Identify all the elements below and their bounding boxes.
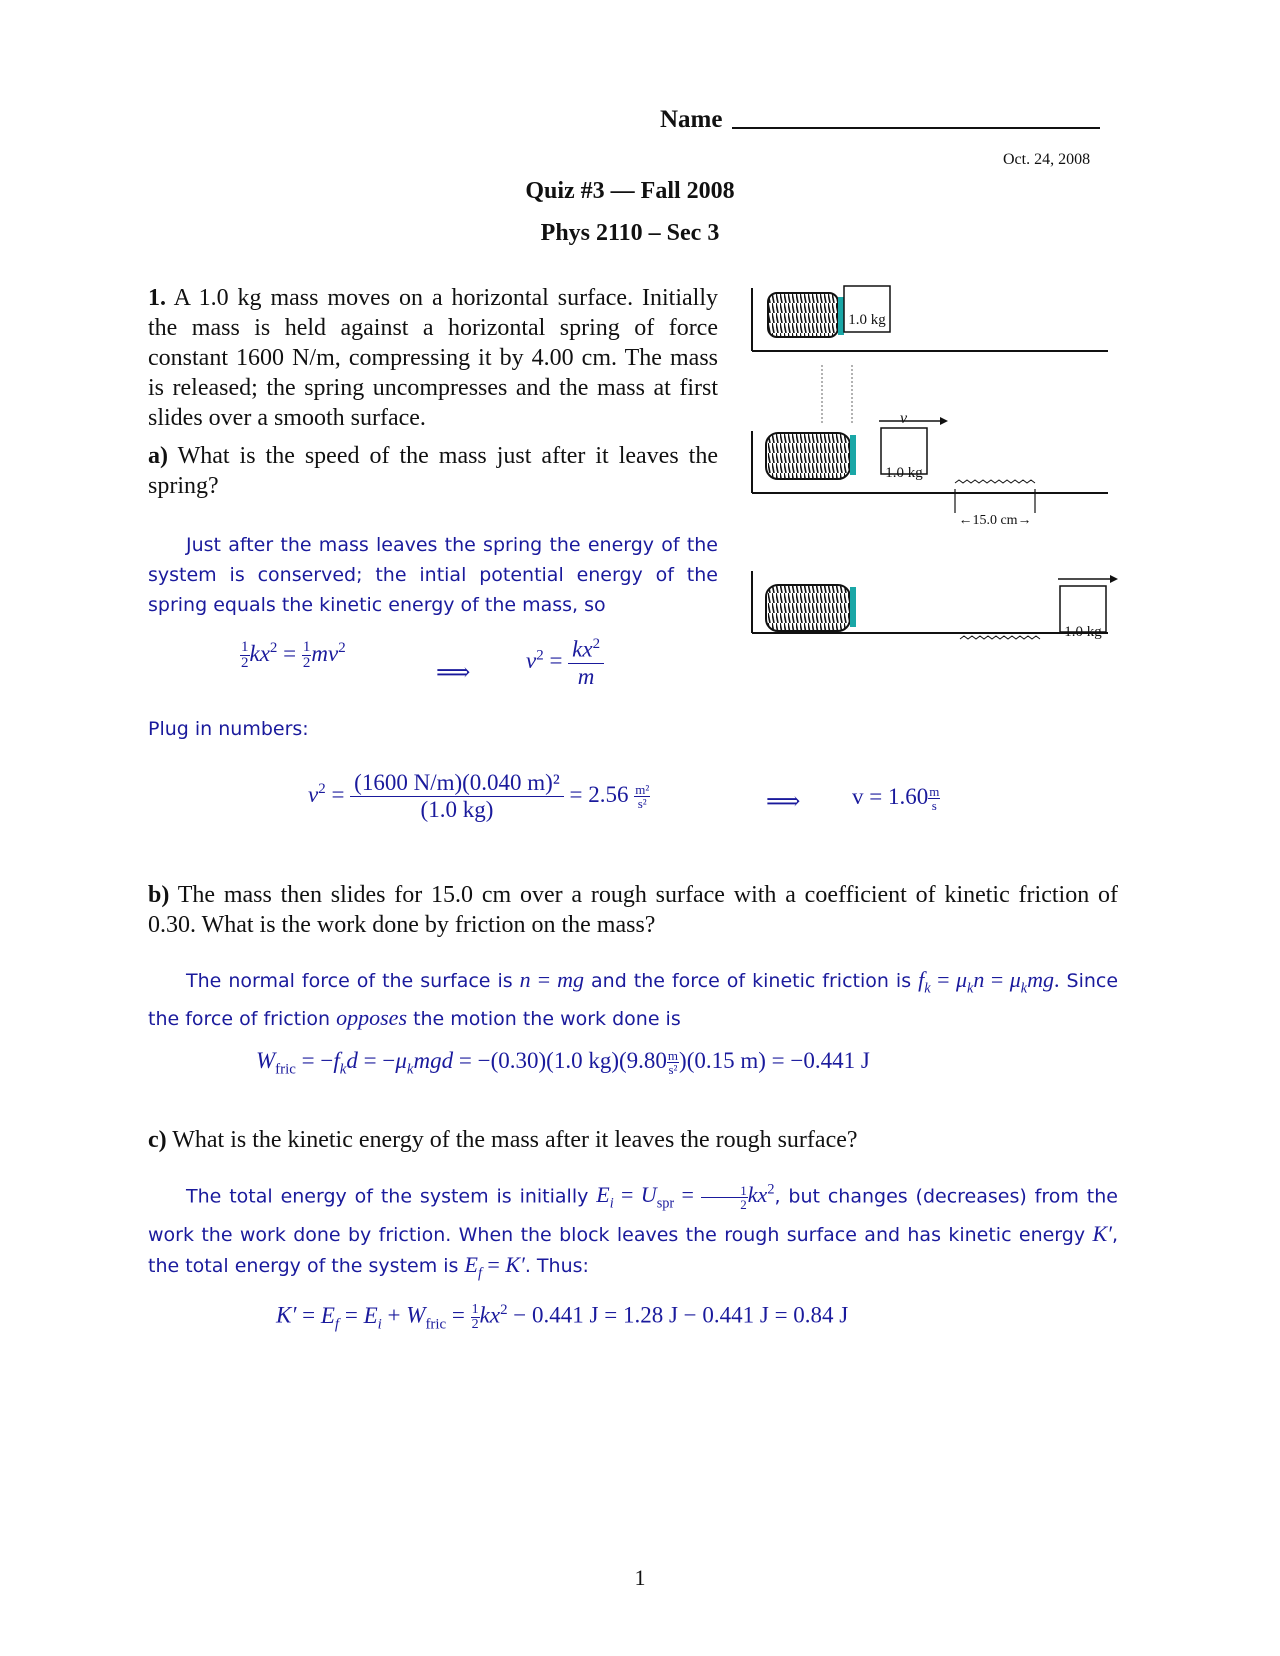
question-c-label: c) (148, 1127, 167, 1153)
problem-statement (148, 283, 718, 433)
question-b-text: The mass then slides for 15.0 cm over a rough surface with a coefficient of kinetic friction of 0.30. What is the work done by friction on the mass? (148, 882, 1118, 938)
speed-result: v = 1.60 $\frac{m}{s}$ (852, 784, 940, 814)
numerator: (1600 N/m)(0.040 m)² (350, 770, 564, 797)
page-number: 1 (634, 1565, 646, 1590)
answer-b-part-2: and the force of kinetic friction is (591, 970, 912, 992)
equation-work: $W_{fric} = -f_kd = -\mu_kmgd = -(0.30)(1.0$ kg)(9.80 $\frac{m}{\text{s²}}$ )(0.15 m) = −0.441 J (256, 1048, 870, 1078)
rough-surface (955, 480, 1035, 483)
answer-a-text: Just after the mass leaves the spring the energy of the system is conserved; the intial potential energy of the spring equals the kinetic energy of the mass, so (148, 534, 718, 616)
distance-label: ←15.0 cm→ (955, 513, 1035, 529)
panel-compressed (752, 286, 1108, 351)
implies-arrow-2: ⟹ (766, 789, 801, 815)
panel-released (752, 417, 1108, 513)
name-line (732, 127, 1100, 129)
question-c (148, 1125, 1118, 1155)
question-b (148, 880, 1118, 940)
opposes-emphasis: opposes (336, 1005, 408, 1031)
answer-b-part-4: the motion the work done is (413, 1008, 681, 1031)
velocity-label: v (900, 410, 908, 427)
answer-b-part-3: Since the force of friction (148, 970, 1119, 1031)
quiz-title: Quiz #3 — Fall 2008 (525, 178, 735, 204)
mass-label-2: 1.0 kg (885, 465, 923, 481)
question-b-label: b) (148, 882, 170, 908)
spring-mass-figure (740, 283, 1120, 673)
work-numeric: = −(0.30)(1.0 kg)(9.80 (458, 1048, 667, 1073)
answer-b-part-1: The normal force of the surface is (186, 970, 513, 992)
implies-arrow-1: ⟹ (436, 660, 471, 686)
equation-v-squared: $v^2$ = $\frac{kx^2}{m}$ (526, 636, 604, 690)
answer-c-part-3: , the total energy of the system is (148, 1223, 1118, 1277)
speed-value: v = 1.60 (852, 784, 929, 809)
equation-numeric: $v^2$ = $\frac{\text{(1600 N/m)(0.040 m)²}}{(1.0 kg)}$ = 2.56 $\frac{\text{m²}}{\text{s²}}$ (308, 770, 650, 822)
denominator: (1.0 kg) (420, 797, 494, 822)
quiz-date: Oct. 24, 2008 (1003, 151, 1091, 168)
name-label: Name (660, 106, 723, 133)
equation-kinetic: $K' = E_f = E_i + W_{fric}$ = $\frac{1}{2}$ $kx^2 - 0.441$ J = 1.28 J − 0.441 J = 0.84 J (276, 1301, 849, 1333)
mid-result: = 2.56 (569, 781, 629, 807)
problem-number: 1. (148, 285, 166, 311)
course-title: Phys 2110 – Sec 3 (540, 220, 720, 246)
plug-in-label: Plug in numbers: (148, 718, 309, 740)
answer-c-part-4: . Thus: (524, 1254, 589, 1277)
answer-b-text: The normal force of the surface is n = mg and the force of kinetic friction is $f_k = \mu_kn = \mu_kmg$. Since the force of friction opposes the motion the work done is (148, 967, 1119, 1031)
equation-energy: $\frac{1}{2}$ $kx^2$ = $\frac{1}{2}$ $mv^2$ (241, 639, 346, 671)
question-a-text: What is the speed of the mass just after it leaves the spring? (148, 443, 718, 499)
question-a-label: a) (148, 443, 168, 469)
distance-value: 15.0 cm (972, 513, 1018, 528)
answer-c-part-1: The total energy of the system is initially (186, 1185, 589, 1208)
answer-c-text: The total energy of the system is initially $E_i = U_{spr}$ = $\frac{1}{2}$ $kx^2$, but changes (decreases) from the work the work done by friction. When the block leaves the rough surface and has kinetic energy K′, the total energy of the system is $E_f = K'$. Thus: (148, 1182, 1118, 1282)
spring-compressed (768, 293, 838, 337)
question-c-text: What is the kinetic energy of the mass after it leaves the rough surface? (172, 1127, 858, 1153)
question-a (148, 441, 718, 501)
spring-relaxed (766, 433, 850, 479)
kinetic-result: − 0.441 J = 1.28 J − 0.441 J = 0.84 J (513, 1302, 849, 1328)
mass-label-1: 1.0 kg (848, 312, 886, 328)
answer-c-part-2: , but changes (decreases) from the work the work done by friction. When the block leaves the rough surface and has kinetic energy (148, 1185, 1118, 1246)
mass-label-3: 1.0 kg (1064, 624, 1102, 640)
work-result: )(0.15 m) = −0.441 J (679, 1048, 870, 1073)
problem-text: A 1.0 kg mass moves on a horizontal surface. Initially the mass is held against a horizontal spring of force constant 1600 N/m, compressing it by 4.00 cm. The mass is released; the spring uncompresses and the mass at first slides over a smooth surface. (148, 285, 718, 431)
